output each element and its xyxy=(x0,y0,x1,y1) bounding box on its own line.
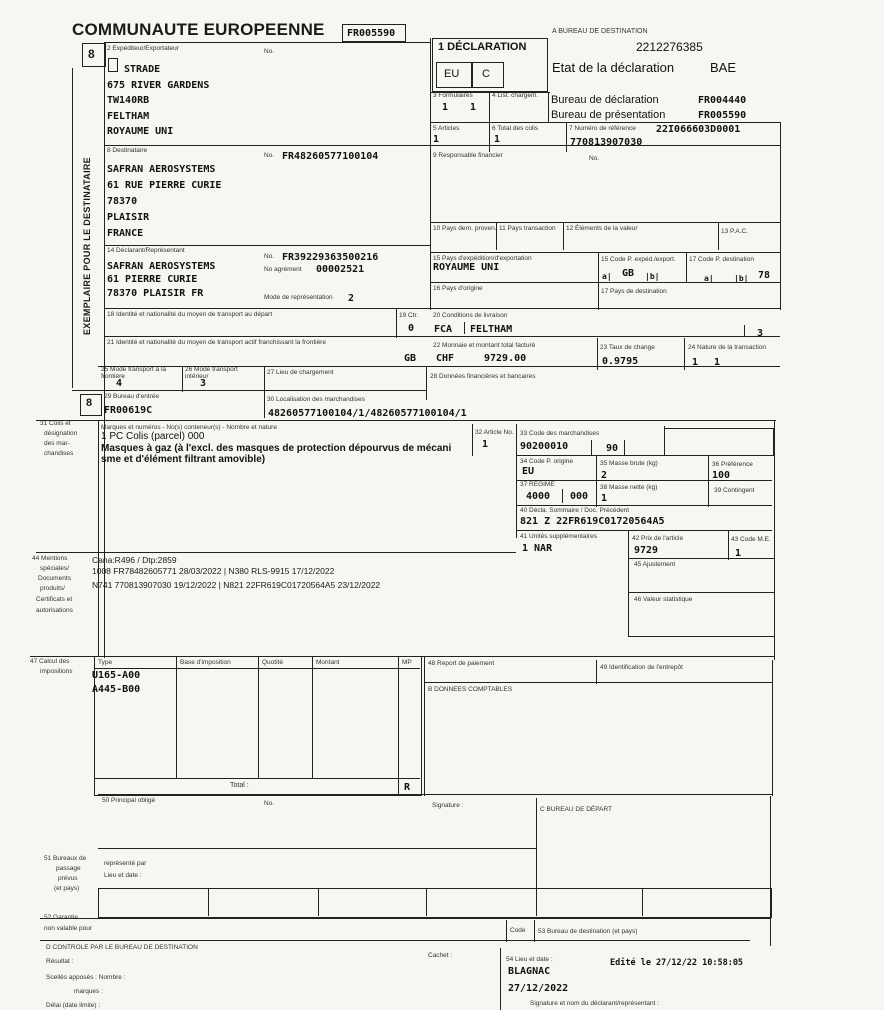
box20-inner xyxy=(464,322,465,334)
box4-label: 4 List. chargem. xyxy=(492,92,539,99)
top-border xyxy=(104,42,430,43)
box44-line-1: Cana:R496 / Dtp:2859 xyxy=(92,555,177,565)
box26-label: 26 Mode transport intérieur xyxy=(185,366,238,380)
decl-part2: C xyxy=(482,68,490,80)
declarant-number: FR39229363500216 xyxy=(282,252,379,263)
box33-value-2: 90 xyxy=(606,443,619,454)
box29-30-divider xyxy=(264,392,265,418)
box24-v2: 1 xyxy=(714,357,721,368)
row15-top xyxy=(430,252,780,253)
box31-side-3: des mar- xyxy=(44,440,70,447)
consignee-line-2: 61 RUE PIERRE CURIE xyxy=(107,180,222,191)
box52-code-label: Code xyxy=(510,927,526,934)
boxB-label: B DONNEES COMPTABLES xyxy=(428,686,513,693)
box18-19-divider xyxy=(396,308,397,338)
box51-cell-4 xyxy=(536,888,537,916)
box51-cell-3 xyxy=(426,888,427,916)
box30-value: 48260577100104/1/48260577100104/1 xyxy=(268,408,467,419)
box54-signature: Signature et nom du déclarant/représentant : xyxy=(530,1000,659,1007)
tax-header-quotite: Quotité xyxy=(262,659,283,666)
box15-right xyxy=(598,252,599,310)
mode-label: Mode de représentation xyxy=(264,294,333,301)
box50-lieu-label: Lieu et date : xyxy=(104,872,142,879)
box27-label: 27 Lieu de chargement xyxy=(267,369,334,376)
box44-side-6: autorisations xyxy=(36,607,73,614)
box44-line-2: 1008 FR78482605771 28/03/2022 | N380 RLS-9915 17/12/2022 xyxy=(92,566,335,576)
box22-currency: CHF xyxy=(436,353,455,364)
box50-no-label: No. xyxy=(264,800,275,807)
box34-35-divider xyxy=(596,455,597,507)
box15a-label: 15 Code P. expéd./export. xyxy=(601,256,676,263)
box20-value-2: FELTHAM xyxy=(470,324,513,335)
tax-col-3 xyxy=(312,656,313,778)
box32-label: 32 Article No. xyxy=(475,429,514,436)
box52-side-1: 52 Garantie xyxy=(44,914,78,921)
box52-top xyxy=(40,918,770,919)
box3-v2: 1 xyxy=(470,102,477,113)
box34-label: 34 Code P. origine xyxy=(520,458,574,465)
box44-side-2: spéciales/ xyxy=(40,565,69,572)
box17a-value: 78 xyxy=(758,270,771,281)
box32-33-divider xyxy=(516,424,517,538)
box21-label: 21 Identité et nationalité du moyen de transport actif franchissant la frontière xyxy=(107,339,326,346)
box15a-b: |b| xyxy=(645,272,660,281)
box32-value: 1 xyxy=(482,439,489,450)
consignee-line-5: FRANCE xyxy=(107,228,144,239)
box15a-right xyxy=(686,252,687,282)
tax-col-4 xyxy=(398,656,399,794)
box7-value-2: 770813907030 xyxy=(570,137,643,148)
box25-label: 25 Mode transport à la frontière xyxy=(101,366,167,380)
box25-26-divider xyxy=(182,366,183,392)
agrement-label: No agrément xyxy=(264,266,302,273)
box31-line-3: sme et d'élément filtrant amovible) xyxy=(101,454,266,465)
exporter-line-4: FELTHAM xyxy=(107,111,150,122)
box43-label: 43 Code M.E. xyxy=(731,536,771,543)
box40-value: 821 Z 22FR619C01720564A5 xyxy=(520,516,665,527)
copy-number: 8 xyxy=(88,47,95,61)
box22-amount: 9729.00 xyxy=(484,353,527,364)
box31-line-1: 1 PC Colis (parcel) 000 xyxy=(101,431,205,442)
box12-label: 12 Éléments de la valeur xyxy=(566,225,638,232)
bureau-presentation-value: FR005590 xyxy=(698,110,747,121)
consignee-number: FR48260577100104 xyxy=(282,151,379,162)
box3-v1: 1 xyxy=(442,102,449,113)
box51-top xyxy=(98,848,536,849)
tax-header-base: Base d'imposition xyxy=(180,659,231,666)
boxC-label: C BUREAU DE DÉPART xyxy=(540,806,612,813)
box33-value-1: 90200010 xyxy=(520,441,569,452)
consignee-line-4: PLAISIR xyxy=(107,212,150,223)
mode-value: 2 xyxy=(348,293,355,304)
exporter-line-3: TW140RB xyxy=(107,95,150,106)
tax-header-mp: MP xyxy=(402,659,412,666)
declaration-box-label: 1 DÉCLARATION xyxy=(438,41,527,53)
box43-value: 1 xyxy=(735,548,742,559)
row34-top xyxy=(516,455,772,456)
box7-value-1: 22I066603D0001 xyxy=(656,124,741,135)
boxB-right xyxy=(772,660,773,796)
box20-value-1: FCA xyxy=(434,324,453,335)
box51-side-3: prévus xyxy=(58,875,78,882)
box38-value: 1 xyxy=(601,493,608,504)
tax-type-2: A445-B00 xyxy=(92,684,141,695)
box7-label: 7 Numéro de référence xyxy=(569,125,636,132)
box17a-b: |b| xyxy=(734,274,749,283)
box31-side-2: désignation xyxy=(44,430,78,437)
row40-top xyxy=(516,505,772,506)
declarant-line-2: 61 PIERRE CURIE xyxy=(107,274,198,285)
box41-value: 1 NAR xyxy=(522,543,553,554)
row5-top xyxy=(430,122,780,123)
box50-rep-label: représenté par xyxy=(104,860,147,867)
box24-v1: 1 xyxy=(692,357,699,368)
box50-label: 50 Principal obligé xyxy=(102,797,156,804)
box26-value: 3 xyxy=(200,378,207,389)
row18-top xyxy=(104,308,780,309)
box50-top xyxy=(98,794,772,795)
box17a-a: a| xyxy=(704,274,714,283)
box51-cell-1 xyxy=(208,888,209,916)
box42-43-divider xyxy=(728,530,729,560)
decl-part1: EU xyxy=(444,68,460,80)
box29-label: 29 Bureau d'entrée xyxy=(104,393,160,400)
box28-label: 28 Données financières et bancaires xyxy=(430,373,536,380)
box6-value: 1 xyxy=(494,134,501,145)
box2-no-label: No. xyxy=(264,48,275,55)
box14-no-label: No. xyxy=(264,253,275,260)
exporter-line-2: 675 RIVER GARDENS xyxy=(107,80,210,91)
box4-right xyxy=(548,92,549,122)
box36-label: 36 Préférence xyxy=(712,461,753,468)
bureau-presentation-label: Bureau de présentation xyxy=(551,109,666,121)
box40-label: 40 Décla. Sommaire / Doc. Précédent xyxy=(520,507,630,514)
box46-label: 46 Valeur statistique xyxy=(634,596,693,603)
box54-label: 54 Lieu et date : xyxy=(506,956,553,963)
consignee-line-3: 78370 xyxy=(107,196,138,207)
box31-side-1: 31 Colis et xyxy=(40,420,71,427)
box17-label: 17 Pays de destination xyxy=(601,288,667,295)
box5-value: 1 xyxy=(433,134,440,145)
row29-top xyxy=(72,390,426,391)
declarant-line-3: 78370 PLAISIR FR xyxy=(107,288,204,299)
box31-line-2: Masques à gaz (à l'excl. des masques de protection dépourvus de mécani xyxy=(101,443,452,454)
form-right-edge xyxy=(774,420,775,660)
box25-value: 4 xyxy=(116,378,123,389)
row16-top xyxy=(430,282,780,283)
box51-cell-2 xyxy=(318,888,319,916)
box33-inner-2 xyxy=(624,440,625,456)
tax-total-label: Total : xyxy=(230,782,249,789)
row41-top xyxy=(516,530,772,531)
box31-side-4: chandises xyxy=(44,450,74,457)
box44-line-3: N741 770813907030 19/12/2022 | N821 22FR619C01720564A5 23/12/2022 xyxy=(92,580,381,590)
box51-side-1: 51 Bureaux de xyxy=(44,855,87,862)
box51-passage-cells xyxy=(98,888,772,918)
copy-number-bottom: 8 xyxy=(86,397,93,409)
box19-label: 19 Ctr. xyxy=(399,312,419,319)
box19-value: 0 xyxy=(408,323,415,334)
box15-label: 15 Pays d'expédition/d'exportation xyxy=(433,255,532,262)
box48-49-divider xyxy=(596,660,597,684)
box8-top xyxy=(104,145,780,146)
tax-total-line xyxy=(94,778,420,779)
box39-label: 39 Contingent xyxy=(714,487,755,494)
row21-top xyxy=(104,336,780,337)
box9-no-label: No. xyxy=(589,155,600,162)
box34-value: EU xyxy=(522,466,535,477)
box32-left xyxy=(472,424,473,456)
box20-label: 20 Conditions de livraison xyxy=(433,312,508,319)
agrement-value: 00002521 xyxy=(316,264,365,275)
box50-sign-label: Signature : xyxy=(432,802,464,809)
office-code: FR005590 xyxy=(347,28,396,39)
box53-label: 53 Bureau de destination (et pays) xyxy=(538,928,638,935)
box2-label: 2 Expéditeur/Exportateur xyxy=(107,45,179,52)
declaration-number: 2212276385 xyxy=(636,40,703,54)
box8-no-label: No. xyxy=(264,152,275,159)
row46-bottom xyxy=(628,636,774,637)
box6-label: 6 Total des colis xyxy=(492,125,539,132)
box51-side-2: passage xyxy=(56,865,81,872)
box47-side-1: 47 Calcul des xyxy=(30,658,70,665)
box31-label: Marques et numéros - No(s) conteneur(s) - Nombre et nature xyxy=(101,424,277,431)
box18-label: 18 Identité et nationalité du moyen de transport au départ xyxy=(107,311,273,318)
boxD-label: D CONTROLE PAR LE BUREAU DE DESTINATION xyxy=(46,944,198,951)
box13-label: 13 P.A.C. xyxy=(721,228,748,235)
box54-date: 27/12/2022 xyxy=(508,983,569,994)
box14-top xyxy=(104,245,430,246)
box33-inner-1 xyxy=(591,440,592,456)
box42-label: 42 Prix de l'article xyxy=(632,535,684,542)
box14-label: 14 Déclarant/Représentant xyxy=(107,247,185,254)
box45-label: 45 Ajustement xyxy=(634,561,676,568)
box21-value: GB xyxy=(404,353,417,364)
tax-header-type: Type xyxy=(98,659,113,666)
tax-col-2 xyxy=(258,656,259,778)
box33-extra xyxy=(664,428,774,456)
box35-label: 35 Masse brute (kg) xyxy=(600,460,658,467)
declarant-line-1: SAFRAN AEROSYSTEMS xyxy=(107,261,216,272)
exporter-line-1: STRADE xyxy=(124,64,161,75)
box53-left xyxy=(534,920,535,942)
bureau-declaration-value: FR004440 xyxy=(698,95,747,106)
boxD-delai: Délai (date limite) : xyxy=(46,1002,101,1009)
box8-label: 8 Destinataire xyxy=(107,147,148,154)
box11-12-divider xyxy=(563,222,564,250)
box52-code-left xyxy=(506,920,507,942)
box38-label: 38 Masse nette (kg) xyxy=(600,484,658,491)
box44-side-5: Certificats et xyxy=(36,596,73,603)
box42-value: 9729 xyxy=(634,545,659,556)
row10-top xyxy=(430,222,780,223)
box29-value: FR00619C xyxy=(104,405,153,416)
box37-label: 37 RÉGIME xyxy=(520,481,555,488)
box33-label: 33 Code des marchandises xyxy=(520,430,600,437)
exporter-line-5: ROYAUME UNI xyxy=(107,126,174,137)
box11-label: 11 Pays transaction xyxy=(499,225,556,232)
box35-value: 2 xyxy=(601,470,608,481)
box44-side-4: produits/ xyxy=(40,585,65,592)
box44-side-3: Documents xyxy=(38,575,71,582)
box35-36-divider xyxy=(708,455,709,507)
box22-label: 22 Monnaie et montant total facturé xyxy=(433,342,536,349)
etat-value: BAE xyxy=(710,60,737,75)
box30-label: 30 Localisation des marchandises xyxy=(267,396,365,403)
boxD-top xyxy=(40,940,750,941)
boxB-top xyxy=(424,682,772,683)
tax-header-line xyxy=(94,668,420,669)
row45-top xyxy=(628,558,774,559)
box54-place: BLAGNAC xyxy=(508,966,551,977)
box16-label: 16 Pays d'origine xyxy=(433,285,483,292)
box23-label: 23 Taux de change xyxy=(600,344,655,351)
box44-side-1: 44 Mentions xyxy=(32,555,68,562)
box15a-value: GB xyxy=(622,268,635,279)
consignee-line-1: SAFRAN AEROSYSTEMS xyxy=(107,164,216,175)
box12-13-divider xyxy=(718,222,719,250)
boxD-scelles: Scellés apposés : Nombre : xyxy=(46,974,126,981)
box41-42-divider xyxy=(628,530,629,636)
box51-side-4: (et pays) xyxy=(54,885,80,892)
document-title: COMMUNAUTE EUROPEENNE xyxy=(72,20,325,39)
mid-divider xyxy=(430,38,431,310)
box48-left xyxy=(424,656,425,796)
form-right-edge-lower xyxy=(770,796,771,946)
box51-cell-5 xyxy=(642,888,643,916)
box6-7-divider xyxy=(566,122,567,152)
tax-type-1: U165-A00 xyxy=(92,670,141,681)
box5-label: 5 Articles xyxy=(433,125,460,132)
box9-label: 9 Responsable financier xyxy=(433,152,503,159)
box49-label: 49 Identification de l'entrepôt xyxy=(600,664,683,671)
box23-value: 0.9795 xyxy=(602,356,639,367)
row46-top xyxy=(628,592,774,593)
box37-v2: 000 xyxy=(570,491,589,502)
row31-top xyxy=(36,420,776,421)
box36-value: 100 xyxy=(712,470,731,481)
box52-side-2: non valable pour xyxy=(44,925,93,932)
row44-top xyxy=(36,552,516,553)
box17a-label: 17 Code P. destination xyxy=(689,256,754,263)
box20-value-3: 3 xyxy=(757,328,764,339)
box27-28-divider xyxy=(426,366,427,400)
boxD-resultat: Résultat : xyxy=(46,958,74,965)
box15a-a: a| xyxy=(602,272,612,281)
box37-inner xyxy=(562,489,563,503)
box2-checkbox xyxy=(108,58,118,72)
tax-r: R xyxy=(404,782,411,793)
box41-label: 41 Unités supplémentaires xyxy=(520,533,597,540)
box48-label: 48 Report de paiement xyxy=(428,660,495,667)
box54-edite: Edité le 27/12/22 10:58:05 xyxy=(610,958,744,968)
box47-side-2: impositions xyxy=(40,668,73,675)
outer-left xyxy=(72,68,73,388)
box3-label: 3 Formulaires xyxy=(433,92,473,99)
boxC-left xyxy=(536,798,537,898)
etat-label: Etat de la déclaration xyxy=(552,60,675,75)
boxD-cachet: Cachet : xyxy=(428,952,453,959)
bureau-declaration-label: Bureau de déclaration xyxy=(551,94,659,106)
box24-label: 24 Nature de la transaction xyxy=(688,344,767,351)
dest-office-label: A BUREAU DE DESTINATION xyxy=(552,28,648,35)
box15-value: ROYAUME UNI xyxy=(433,262,500,273)
box10-label: 10 Pays dern. proven. xyxy=(433,225,497,232)
box54-left xyxy=(500,948,501,1010)
side-label: EXEMPLAIRE POUR LE DESTINATAIRE xyxy=(82,157,92,335)
boxD-marques: marques : xyxy=(74,988,103,995)
box37-v1: 4000 xyxy=(526,491,551,502)
box31-left xyxy=(98,420,99,656)
box7-right xyxy=(780,122,781,310)
tax-header-montant: Montant xyxy=(316,659,340,666)
tax-col-1 xyxy=(176,656,177,778)
